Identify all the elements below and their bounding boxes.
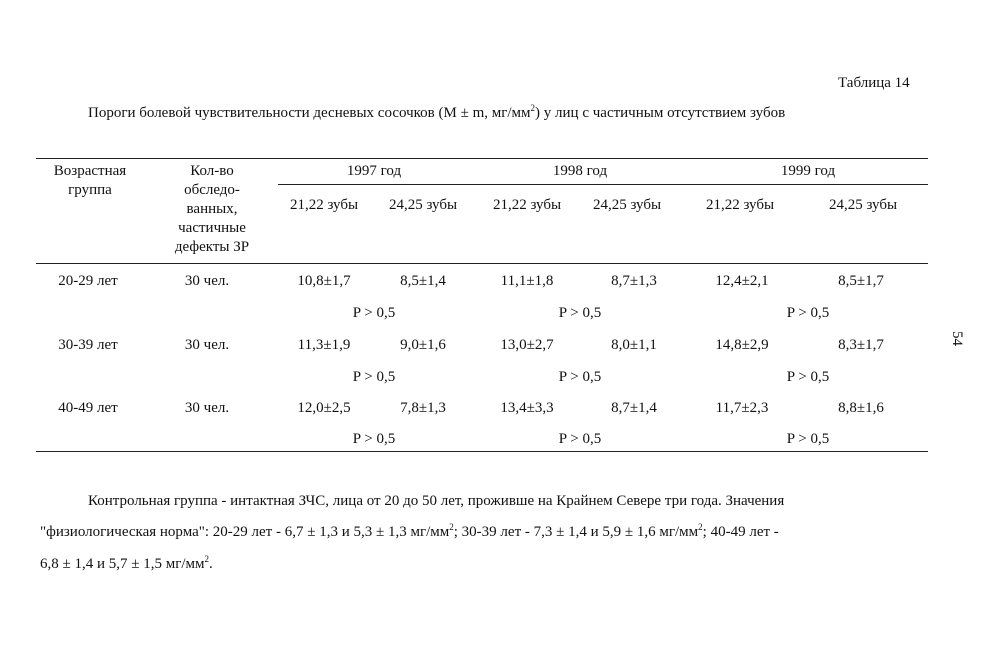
header-year: 1998 год [552, 163, 608, 179]
table-cell-value: 8,0±1,1 [611, 337, 657, 353]
header-subcolumn: 21,22 зубы [705, 197, 775, 213]
table-cell-value: 11,7±2,3 [715, 400, 769, 416]
table-cell-value: 12,0±2,5 [297, 400, 351, 416]
header-year: 1999 год [780, 163, 836, 179]
table-cell-value: 8,3±1,7 [838, 337, 884, 353]
table-top-rule [36, 158, 928, 159]
table-cell-value: 14,8±2,9 [715, 337, 769, 353]
table-cell-value: 8,8±1,6 [838, 400, 884, 416]
header-age-group-line: Возрастная [53, 163, 127, 179]
table-cell-value: 12,4±2,1 [715, 273, 769, 289]
table-cell-value: 13,4±3,3 [500, 400, 554, 416]
caption-text-post: ) у лиц с частичным отсутствием зубов [535, 105, 786, 121]
p-value: P > 0,5 [558, 305, 602, 321]
header-subcolumn: 24,25 зубы [592, 197, 662, 213]
caption-superscript: 2 [530, 103, 536, 113]
table-cell-value: 9,0±1,6 [400, 337, 446, 353]
row-count: 30 чел. [184, 400, 230, 416]
header-count-line: обследо- [184, 182, 240, 198]
row-age-group: 20-29 лет [58, 273, 118, 289]
note-line-2-part-3: ; 40-49 лет - [702, 524, 779, 540]
p-value: P > 0,5 [352, 431, 396, 447]
note-line-1: Контрольная группа - интактная ЗЧС, лица от 20 до 50 лет, проживше на Крайнем Севере три года. Значения [88, 493, 785, 509]
header-bottom-rule [36, 263, 928, 264]
table-cell-value: 8,5±1,7 [838, 273, 884, 289]
header-subcolumn: 24,25 зубы [828, 197, 898, 213]
row-count: 30 чел. [184, 273, 230, 289]
table-label: Таблица 14 [838, 75, 910, 91]
table-cell-value: 8,7±1,4 [611, 400, 657, 416]
header-age-group-line: группа [68, 182, 112, 198]
table-cell-value: 8,5±1,4 [400, 273, 446, 289]
year-header-rule [278, 184, 928, 185]
table-cell-value: 11,1±1,8 [500, 273, 554, 289]
table-cell-value: 11,3±1,9 [297, 337, 351, 353]
note-line-2-part-1: "физиологическая норма": 20-29 лет - 6,7 ± 1,3 и 5,3 ± 1,3 мг/мм [40, 524, 450, 540]
note-line-3 [40, 556, 213, 573]
header-subcolumn: 21,22 зубы [289, 197, 359, 213]
note-superscript-3: 2 [204, 554, 210, 564]
p-value: P > 0,5 [786, 305, 830, 321]
note-line-3-part-2: . [209, 556, 213, 572]
page-number: 54 [949, 331, 965, 346]
table-cell-value: 10,8±1,7 [297, 273, 351, 289]
table-cell-value: 7,8±1,3 [400, 400, 446, 416]
table-caption [88, 105, 785, 122]
header-year: 1997 год [346, 163, 402, 179]
table-cell-value: 13,0±2,7 [500, 337, 554, 353]
row-count: 30 чел. [184, 337, 230, 353]
p-value: P > 0,5 [786, 369, 830, 385]
table-bottom-rule [36, 451, 928, 452]
header-count-line: Кол-во [190, 163, 234, 179]
header-count-line: ванных, [186, 201, 238, 217]
note-superscript-2: 2 [698, 522, 703, 532]
header-count-line: дефекты ЗР [174, 239, 250, 255]
caption-text-pre: Пороги болевой чувствительности десневых сосочков (M ± m, мг/мм [88, 105, 531, 121]
row-age-group: 40-49 лет [58, 400, 118, 416]
header-subcolumn: 21,22 зубы [492, 197, 562, 213]
p-value: P > 0,5 [352, 369, 396, 385]
table-cell-value: 8,7±1,3 [611, 273, 657, 289]
p-value: P > 0,5 [786, 431, 830, 447]
p-value: P > 0,5 [558, 369, 602, 385]
note-line-2-part-2: ; 30-39 лет - 7,3 ± 1,4 и 5,9 ± 1,6 мг/мм [453, 524, 699, 540]
note-line-3-part-1: 6,8 ± 1,4 и 5,7 ± 1,5 мг/мм [40, 556, 205, 572]
p-value: P > 0,5 [352, 305, 396, 321]
header-subcolumn: 24,25 зубы [388, 197, 458, 213]
p-value: P > 0,5 [558, 431, 602, 447]
note-superscript-1: 2 [449, 522, 454, 532]
note-line-2 [40, 524, 779, 541]
row-age-group: 30-39 лет [58, 337, 118, 353]
header-count-line: частичные [178, 220, 246, 236]
